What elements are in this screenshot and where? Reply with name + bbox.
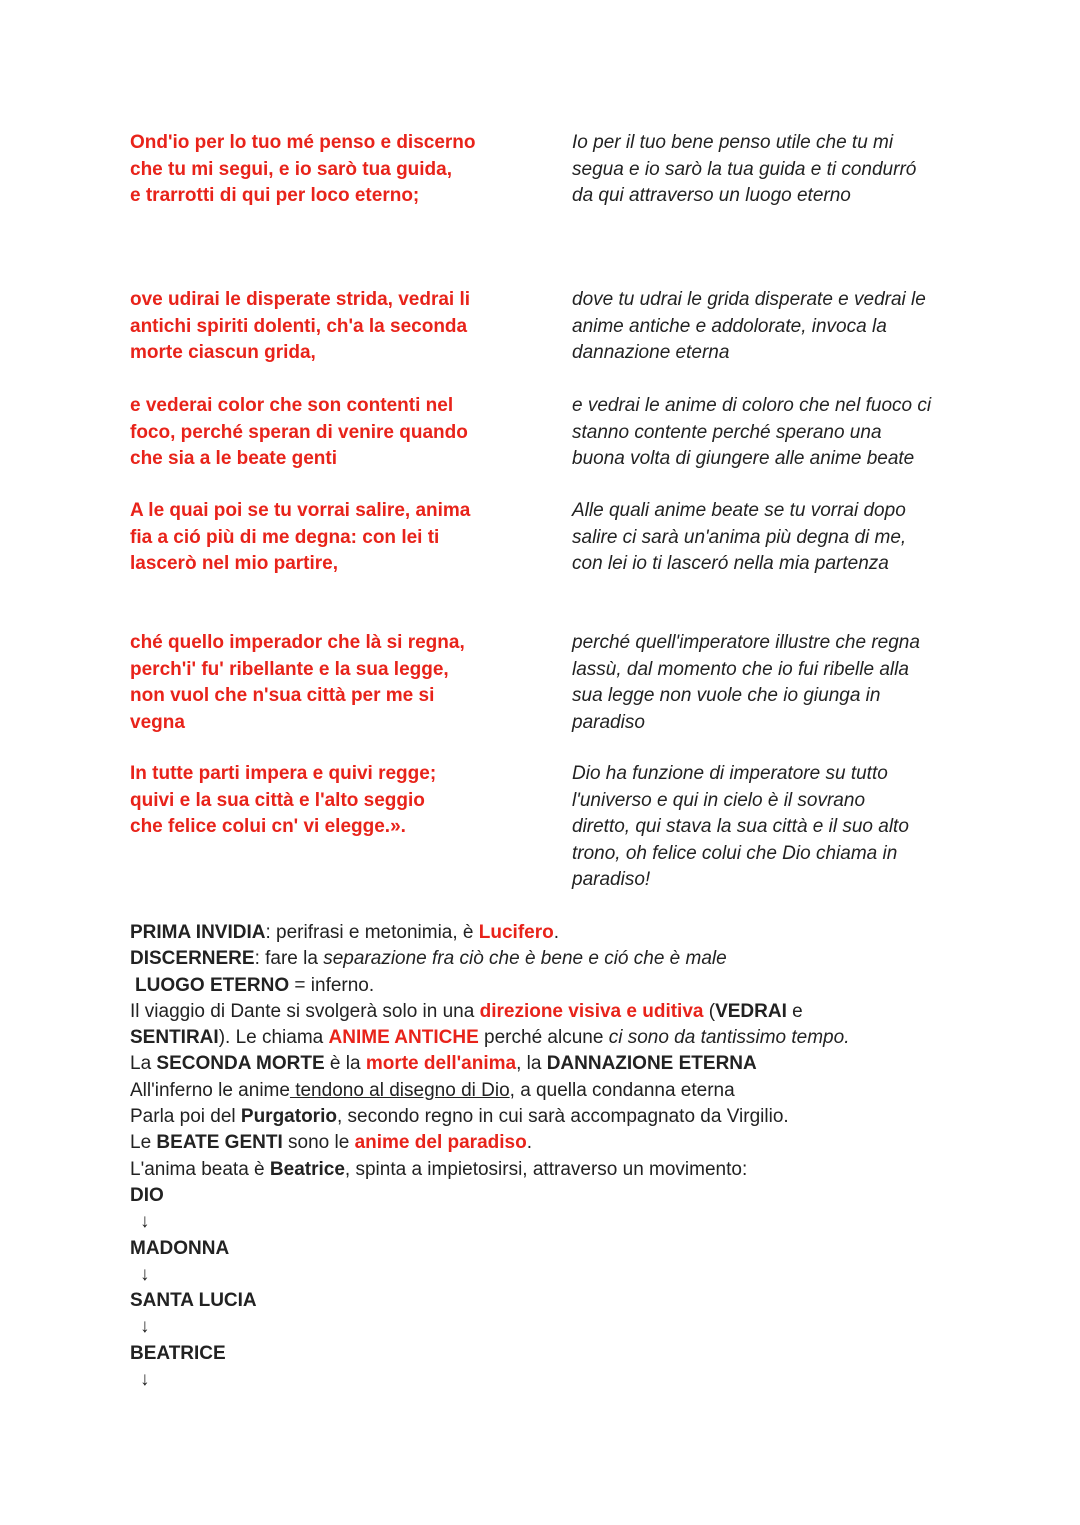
original-verse: ove udirai le disperate strida, vedrai li antichi spiriti dolenti, ch'a la seconda morte ciascun grida, (130, 289, 471, 363)
chain-item-beatrice: BEATRICE (130, 1342, 226, 1364)
note-anime-antiche: SENTIRAI). Le chiama ANIME ANTICHE perché alcune ci sono da tantissimo tempo. (130, 1027, 850, 1049)
translation: e vedrai le anime di coloro che nel fuoco ci stanno contente perché sperano una buona volta di giungere alle anime beate (572, 395, 932, 469)
original-verse: In tutte parti impera e quivi regge; quivi e la sua città e l'alto seggio che felice colui cn' vi elegge.». (130, 763, 437, 837)
note-purgatorio: Parla poi del Purgatorio, secondo regno in cui sarà accompagnato da Virgilio. (130, 1106, 789, 1128)
note-inferno: All'inferno le anime tendono al disegno di Dio, a quella condanna eterna (130, 1079, 735, 1101)
translation: Dio ha funzione di imperatore su tutto l'universo e qui in cielo è il sovrano diretto, qui stava la sua città e il suo alto trono, oh felice colui che Dio chiama in paradiso! (572, 763, 909, 890)
chain-item-santa-lucia: SANTA LUCIA (130, 1290, 257, 1312)
note-discernere: DISCERNERE: fare la separazione fra ciò che è bene e ció che è male (130, 948, 727, 970)
note-beatrice: L'anima beata è Beatrice, spinta a impietosirsi, attraverso un movimento: (130, 1158, 748, 1180)
note-beate-genti: Le BEATE GENTI sono le anime del paradiso. (130, 1132, 532, 1154)
translation: Io per il tuo bene penso utile che tu mi segua e io sarò la tua guida e ti condurró da qui attraverso un luogo eterno (572, 132, 917, 206)
down-arrow-icon: ↓ (140, 1211, 150, 1233)
original-verse: ché quello imperador che là si regna, perch'i' fu' ribellante e la sua legge, non vuol che n'sua città per me si vegna (130, 632, 465, 733)
chain-item-madonna: MADONNA (130, 1237, 230, 1259)
original-verse: A le quai poi se tu vorrai salire, anima fia a ció più di me degna: con lei ti lascerò nel mio partire, (130, 500, 471, 574)
note-viaggio: Il viaggio di Dante si svolgerà solo in una direzione visiva e uditiva (VEDRAI e (130, 1000, 803, 1022)
chain-item-dio: DIO (130, 1184, 164, 1206)
translation: perché quell'imperatore illustre che regna lassù, dal momento che io fui ribelle alla sua legge non vuole che io giunga in paradiso (572, 632, 920, 733)
translation: dove tu udrai le grida disperate e vedrai le anime antiche e addolorate, invoca la dannazione eterna (572, 289, 926, 363)
hierarchy-chain (130, 1183, 1030, 1393)
down-arrow-icon: ↓ (140, 1369, 150, 1391)
note-prima-invidia: PRIMA INVIDIA: perifrasi e metonimia, è Lucifero. (130, 922, 560, 943)
down-arrow-icon: ↓ (140, 1263, 150, 1285)
down-arrow-icon: ↓ (140, 1316, 150, 1338)
commentary-notes (130, 920, 1030, 1393)
original-verse: e vederai color che son contenti nel foco, perché speran di venire quando che sia a le beate genti (130, 395, 468, 469)
note-luogo-eterno: LUOGO ETERNO = inferno. (135, 974, 375, 996)
original-verse: Ond'io per lo tuo mé penso e discerno che tu mi segui, e io sarò tua guida, e trarrotti di qui per loco eterno; (130, 132, 476, 206)
translation: Alle quali anime beate se tu vorrai dopo salire ci sarà un'anima più degna di me, con lei io ti lasceró nella mia partenza (572, 500, 907, 574)
note-seconda-morte: La SECONDA MORTE è la morte dell'anima, la DANNAZIONE ETERNA (130, 1053, 757, 1075)
